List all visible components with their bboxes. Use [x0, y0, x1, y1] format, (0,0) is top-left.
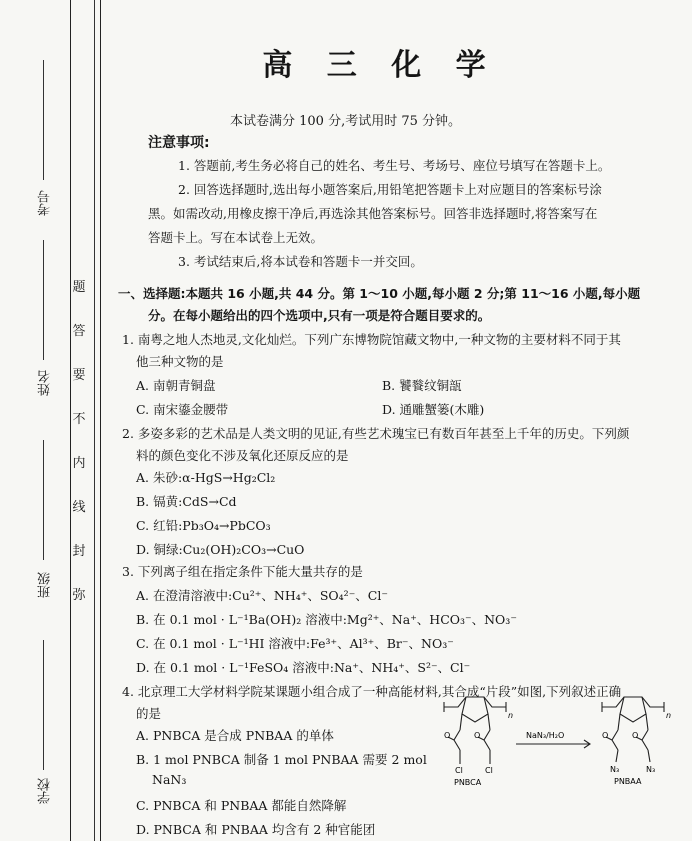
q3-option-d: D. 在 0.1 mol · L⁻¹FeSO₄ 溶液中:Na⁺、NH₄⁺、S²⁻、Cl⁻	[136, 660, 471, 675]
q2-option-d: D. 铜绿:Cu₂(OH)₂CO₃→CuO	[136, 542, 305, 557]
notice-line: 答题卡上。写在本试卷上无效。	[148, 230, 324, 245]
q1-option-b: B. 饕餮纹铜瓿	[382, 378, 462, 393]
q1-stem-cont: 他三种文物的是	[136, 354, 224, 369]
seal-warning-char: 要	[72, 368, 86, 383]
seal-warning-char: 答	[72, 324, 86, 339]
q1-option-a: A. 南朝青铜盘	[136, 378, 216, 393]
left-compound-name: PNBCA	[454, 778, 482, 787]
blank-class	[43, 440, 44, 560]
q4-option-d: D. PNBCA 和 PNBAA 均含有 2 种官能团	[136, 822, 376, 837]
q2-option-b: B. 镉黄:CdS→Cd	[136, 494, 237, 509]
notice-heading: 注意事项:	[148, 135, 210, 151]
blank-exam-number	[43, 60, 44, 180]
q4-option-a: A. PNBCA 是合成 PNBAA 的单体	[136, 728, 334, 743]
polymer-reaction-diagram	[440, 688, 690, 798]
q3-option-a: A. 在澄清溶液中:Cu²⁺、NH₄⁺、SO₄²⁻、Cl⁻	[136, 588, 388, 603]
q3-option-c: C. 在 0.1 mol · L⁻¹HI 溶液中:Fe³⁺、Al³⁺、Br⁻、NO₃⁻	[136, 636, 454, 651]
binding-line-inner	[94, 0, 95, 841]
oxygen-label: O	[632, 731, 639, 740]
blank-name	[43, 240, 44, 360]
q4-stem-cont: 的是	[136, 706, 162, 721]
q3-option-b: B. 在 0.1 mol · L⁻¹Ba(OH)₂ 溶液中:Mg²⁺、Na⁺、HCO₃⁻、NO₃⁻	[136, 612, 517, 627]
section-heading-cont: 分。在每小题给出的四个选项中,只有一项是符合题目要求的。	[148, 308, 491, 323]
q4-option-c: C. PNBCA 和 PNBAA 都能自然降解	[136, 798, 347, 813]
seal-warning-char: 封	[72, 544, 86, 559]
seal-warning-char: 题	[72, 280, 86, 295]
seal-warning-char: 不	[72, 412, 86, 427]
q4-option-b: B. 1 mol PNBCA 制备 1 mol PNBAA 需要 2 mol	[136, 752, 427, 767]
seal-warning-char: 内	[72, 456, 86, 471]
notice-line: 2. 回答选择题时,选出每小题答案后,用铅笔把答题卡上对应题目的答案标号涂	[178, 182, 602, 197]
q2-stem: 2. 多姿多彩的艺术品是人类文明的见证,有些艺术瑰宝已有数百年甚至上千年的历史。下列颜	[122, 426, 630, 441]
q2-stem-cont: 料的颜色变化不涉及氧化还原反应的是	[136, 448, 349, 463]
notice-line: 黑。如需改动,用橡皮擦干净后,再选涂其他答案标号。回答非选择题时,将答案写在	[148, 206, 598, 221]
reaction-svg	[440, 688, 690, 798]
page-title: 高 三 化 学	[262, 48, 498, 83]
notice-line: 1. 答题前,考生务必将自己的姓名、考生号、考场号、座位号填写在答题卡上。	[178, 158, 611, 173]
binding-line-main	[100, 0, 101, 841]
oxygen-label: O	[474, 731, 481, 740]
seal-warning-char: 弥	[72, 588, 86, 603]
blank-school	[43, 640, 44, 770]
q3-stem: 3. 下列离子组在指定条件下能大量共存的是	[122, 564, 363, 579]
label-school: 学校	[38, 778, 53, 804]
label-exam-number: 考号	[38, 190, 53, 216]
label-name: 姓名	[38, 370, 53, 396]
oxygen-label: O	[602, 731, 609, 740]
right-compound-name: PNBAA	[614, 777, 642, 786]
q4-stem: 4. 北京理工大学材料学院某课题小组合成了一种高能材料,其合成“片段”如图,下列叙述正确	[122, 684, 622, 699]
q1-option-d: D. 通雕蟹篓(木雕)	[382, 402, 485, 417]
q1-stem: 1. 南粤之地人杰地灵,文化灿烂。下列广东博物院馆藏文物中,一种文物的主要材料不同于其	[122, 332, 621, 347]
oxygen-label: O	[444, 731, 451, 740]
notice-line: 3. 考试结束后,将本试卷和答题卡一并交回。	[178, 254, 423, 269]
chlorine-label: Cl	[455, 766, 463, 775]
azide-label: N₃	[646, 765, 656, 774]
exam-meta: 本试卷满分 100 分,考试用时 75 分钟。	[230, 114, 462, 129]
q2-option-a: A. 朱砂:α-HgS→Hg₂Cl₂	[136, 470, 276, 485]
subscript-n: n	[508, 711, 514, 720]
seal-warning-char: 线	[72, 500, 86, 515]
q1-option-c: C. 南宋鎏金腰带	[136, 402, 229, 417]
q4-option-b-cont: NaN₃	[152, 772, 187, 787]
subscript-n: n	[666, 711, 672, 720]
label-class: 班级	[38, 572, 53, 598]
q2-option-c: C. 红铅:Pb₃O₄→PbCO₃	[136, 518, 271, 533]
reagent-label: NaN₃/H₂O	[526, 731, 565, 740]
section-heading: 一、选择题:本题共 16 小题,共 44 分。第 1～10 小题,每小题 2 分;第 11～16 小题,每小题	[118, 286, 641, 301]
azide-label: N₃	[610, 765, 620, 774]
chlorine-label: Cl	[485, 766, 493, 775]
